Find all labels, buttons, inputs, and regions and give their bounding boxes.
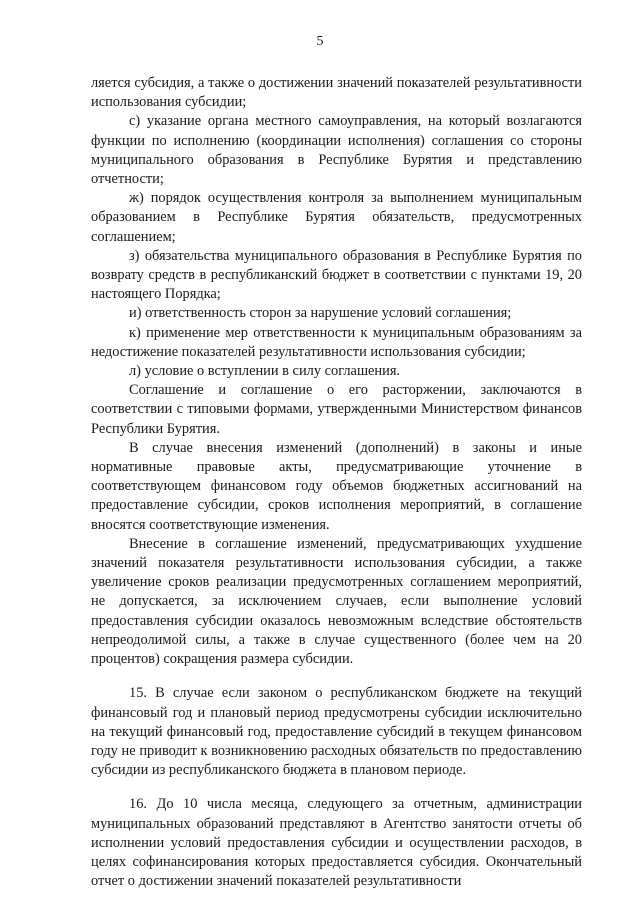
paragraph-amendments: В случае внесения изменений (дополнений) в законы и иные нормативные правовые акты, предусматривающие уточнение в соответствующем финансовом году объемов бюджетных ассигнований на предоставление субсидии, сроков исполнения мероприятий, в соглашение вносятся соответствующие изменения.	[91, 439, 582, 533]
paragraph-item-z: з) обязательства муниципального образования в Республике Бурятия по возврату средств в республиканский бюджет в соответствии с пунктами 19, 20 настоящего Порядка;	[91, 247, 582, 303]
paragraph-item-zh: ж) порядок осуществления контроля за выполнением муниципальным образованием в Республике Бурятия обязательств, предусмотренных соглашением;	[91, 190, 582, 245]
paragraph-item-i: и) ответственность сторон за нарушение условий соглашения;	[129, 305, 512, 322]
page-number: 5	[316, 34, 324, 49]
paragraph-clause-15: 15. В случае если законом о республиканском бюджете на текущий финансовый год и плановый период предусмотрены субсидии исключительно на текущий финансовый год, предоставление субсидий в текущем финансовом году не приводит к возникновению расходных обязательств по предоставлению субсидии из республиканского бюджета в плановом периоде.	[91, 685, 582, 779]
paragraph-continuation: ляется субсидия, а также о достижении значений показателей результативности использования субсидии;	[91, 75, 582, 111]
document-body	[91, 74, 582, 891]
paragraph-item-l: л) условие о вступлении в силу соглашения.	[129, 363, 401, 380]
paragraph-item-k: к) применение мер ответственности к муниципальным образованиям за недостижение показателей результативности использования субсидии;	[91, 324, 582, 360]
paragraph-item-e: с) указание органа местного самоуправления, на который возлагаются функции по исполнению (координации исполнения) соглашения со стороны муниципального образования в Республике Бурятия и представлению отчетности;	[91, 113, 582, 188]
paragraph-agreement-forms: Соглашение и соглашение о его расторжении, заключаются в соответствии с типовыми формами, утвержденными Министерством финансов Республики Бурятия.	[91, 382, 582, 437]
paragraph-deterioration: Внесение в соглашение изменений, предусматривающих ухудшение значений показателя результативности использования субсидии, а также увеличение сроков реализации предусмотренных соглашением мероприятий, не допускается, за исключением случаев, если выполнение условий предоставления субсидии оказалось невозможным вследствие обстоятельств непреодолимой силы, а также в случае существенного (более чем на 20 процентов) сокращения размера субсидии.	[91, 535, 582, 668]
paragraph-clause-16: 16. До 10 числа месяца, следующего за отчетным, администрации муниципальных образований представляют в Агентство занятости отчеты об исполнении условий предоставления субсидии и осуществлении расходов, в целях софинансирования которых предоставляется субсидия. Окончательный отчет о достижении значений показателей результативности	[91, 796, 582, 890]
